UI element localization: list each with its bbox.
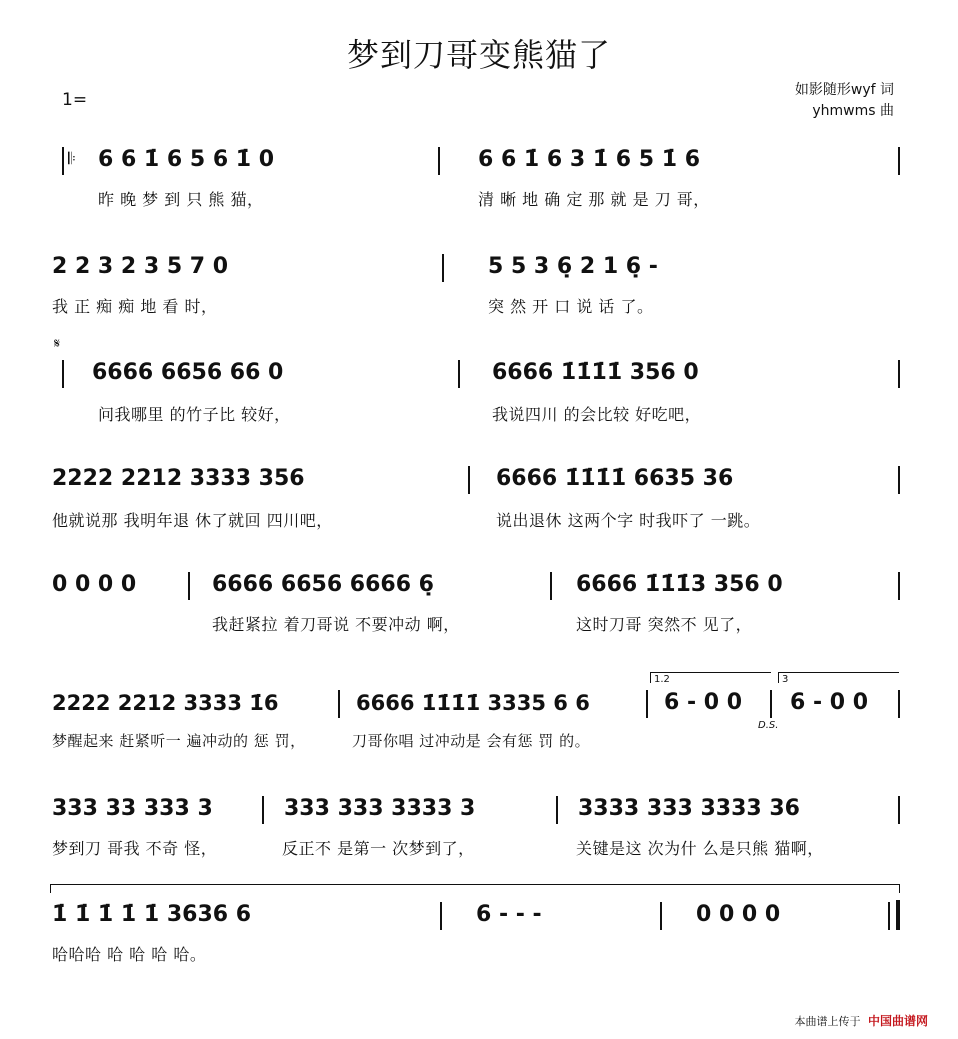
- lyric-line: 这时刀哥 突然不 见了，: [576, 615, 753, 634]
- score-measure: 6666 1̇1̇1̇1̇ 6635 36: [496, 466, 734, 491]
- score-measure: 6 6 1̇ 6 5 6 1̇ 0: [98, 147, 275, 172]
- barline: [338, 690, 340, 718]
- barline: [62, 360, 64, 388]
- lyric-line: 哈哈哈 哈 哈 哈 哈。: [52, 945, 207, 964]
- score-measure: 5 5 3 6̣ 2 1 6̣ -: [488, 254, 658, 279]
- lyric-line: 问我哪里 的竹子比 较好，: [98, 405, 291, 424]
- lyric-line: 关键是这 次为什 么是只熊 猫啊，: [576, 839, 824, 858]
- score-measure: 6666 6656 6666 6̣: [212, 572, 434, 597]
- volta-label: 3: [782, 674, 789, 685]
- lyric-line: 刀哥你唱 过冲动是 会有惩 罚 的。: [352, 732, 591, 750]
- volta-bracket-2: [778, 672, 899, 683]
- barline: [188, 572, 190, 600]
- repeat-end-barline: [770, 690, 772, 718]
- lyric-line: 说出退休 这两个字 时我吓了 一跳。: [496, 511, 761, 530]
- score-measure: 2 2 3 2 3 5 7 0: [52, 254, 229, 279]
- score-measure: 6666 6656 66 0: [92, 360, 284, 385]
- lyric-line: 反正不 是第一 次梦到了，: [282, 839, 475, 858]
- lyric-line: 梦醒起来 赶紧听一 遍冲动的 惩 罚，: [52, 732, 306, 750]
- barline: [440, 902, 442, 930]
- lyric-line: 梦到刀 哥我 不奇 怪，: [52, 839, 218, 858]
- lyricist: 如影随形wyf 词: [794, 82, 894, 98]
- barline: [438, 147, 440, 175]
- coda-bracket: [50, 884, 900, 893]
- score-measure: 6666 1̇1̇1̇3 356 0: [576, 572, 783, 597]
- lyric-line: 我 正 痴 痴 地 看 时，: [52, 297, 218, 316]
- score-measure: 0 0 0 0: [696, 902, 781, 927]
- barline: [556, 796, 558, 824]
- lyric-line: 他就说那 我明年退 休了就回 四川吧，: [52, 511, 333, 530]
- final-barline-thick: [896, 900, 900, 930]
- volta-label: 1.2: [654, 674, 670, 685]
- segno-sign: 𝄋: [54, 336, 61, 352]
- repeat-sign: 𝄆: [68, 149, 76, 168]
- score-measure: 6 6 1̇ 6 3 1̇ 6 5 1̇ 6: [478, 147, 701, 172]
- barline: [898, 796, 900, 824]
- barline: [468, 466, 470, 494]
- barline: [458, 360, 460, 388]
- score-measure: 6 - 0 0: [790, 690, 869, 715]
- barline: [898, 147, 900, 175]
- barline: [262, 796, 264, 824]
- score-measure: 6 - - -: [476, 902, 542, 927]
- score-measure: 2222 2212 3333 1̇6: [52, 691, 279, 715]
- barline: [898, 466, 900, 494]
- score-measure: 3333 333 3333 36: [578, 796, 800, 821]
- score-measure: 6666 1̇1̇1̇1̇ 3335 6 6: [356, 691, 590, 715]
- lyric-line: 突 然 开 口 说 话 了。: [488, 297, 654, 316]
- barline: [660, 902, 662, 930]
- score-measure: 6 - 0 0: [664, 690, 743, 715]
- site-logo[interactable]: 中国曲谱网: [867, 1014, 928, 1028]
- credits: [795, 80, 894, 122]
- composer: yhmwms 曲: [812, 103, 894, 119]
- score-measure: 2222 2212 3333 356: [52, 466, 305, 491]
- score-measure: 333 333 3333 3: [284, 796, 476, 821]
- lyric-line: 我赶紧拉 着刀哥说 不要冲动 啊，: [212, 615, 460, 634]
- lyric-line: 我说四川 的会比较 好吃吧，: [492, 405, 702, 424]
- barline: [898, 690, 900, 718]
- footer: [794, 1012, 928, 1029]
- footer-text: 本曲谱上传于: [794, 1015, 861, 1028]
- final-barline-thin: [888, 902, 890, 930]
- score-measure: 0 0 0 0: [52, 572, 137, 597]
- lyric-line: 清 晰 地 确 定 那 就 是 刀 哥，: [478, 190, 710, 209]
- barline: [898, 572, 900, 600]
- page-title: 梦到刀哥变熊猫了: [346, 36, 611, 74]
- ds-marking: D.S.: [758, 720, 779, 731]
- barline: [550, 572, 552, 600]
- score-measure: 1̇ 1̇ 1̇ 1̇ 1̇ 3636 6: [52, 902, 252, 927]
- score-measure: 333 33 333 3: [52, 796, 213, 821]
- key-signature: 1=: [62, 90, 88, 110]
- barline: [646, 690, 648, 718]
- lyric-line: 昨 晚 梦 到 只 熊 猫，: [98, 190, 264, 209]
- barline: [898, 360, 900, 388]
- score-measure: 6666 1̇1̇1̇1̇ 356 0: [492, 360, 699, 385]
- barline: [442, 254, 444, 282]
- repeat-start-barline: [62, 147, 64, 175]
